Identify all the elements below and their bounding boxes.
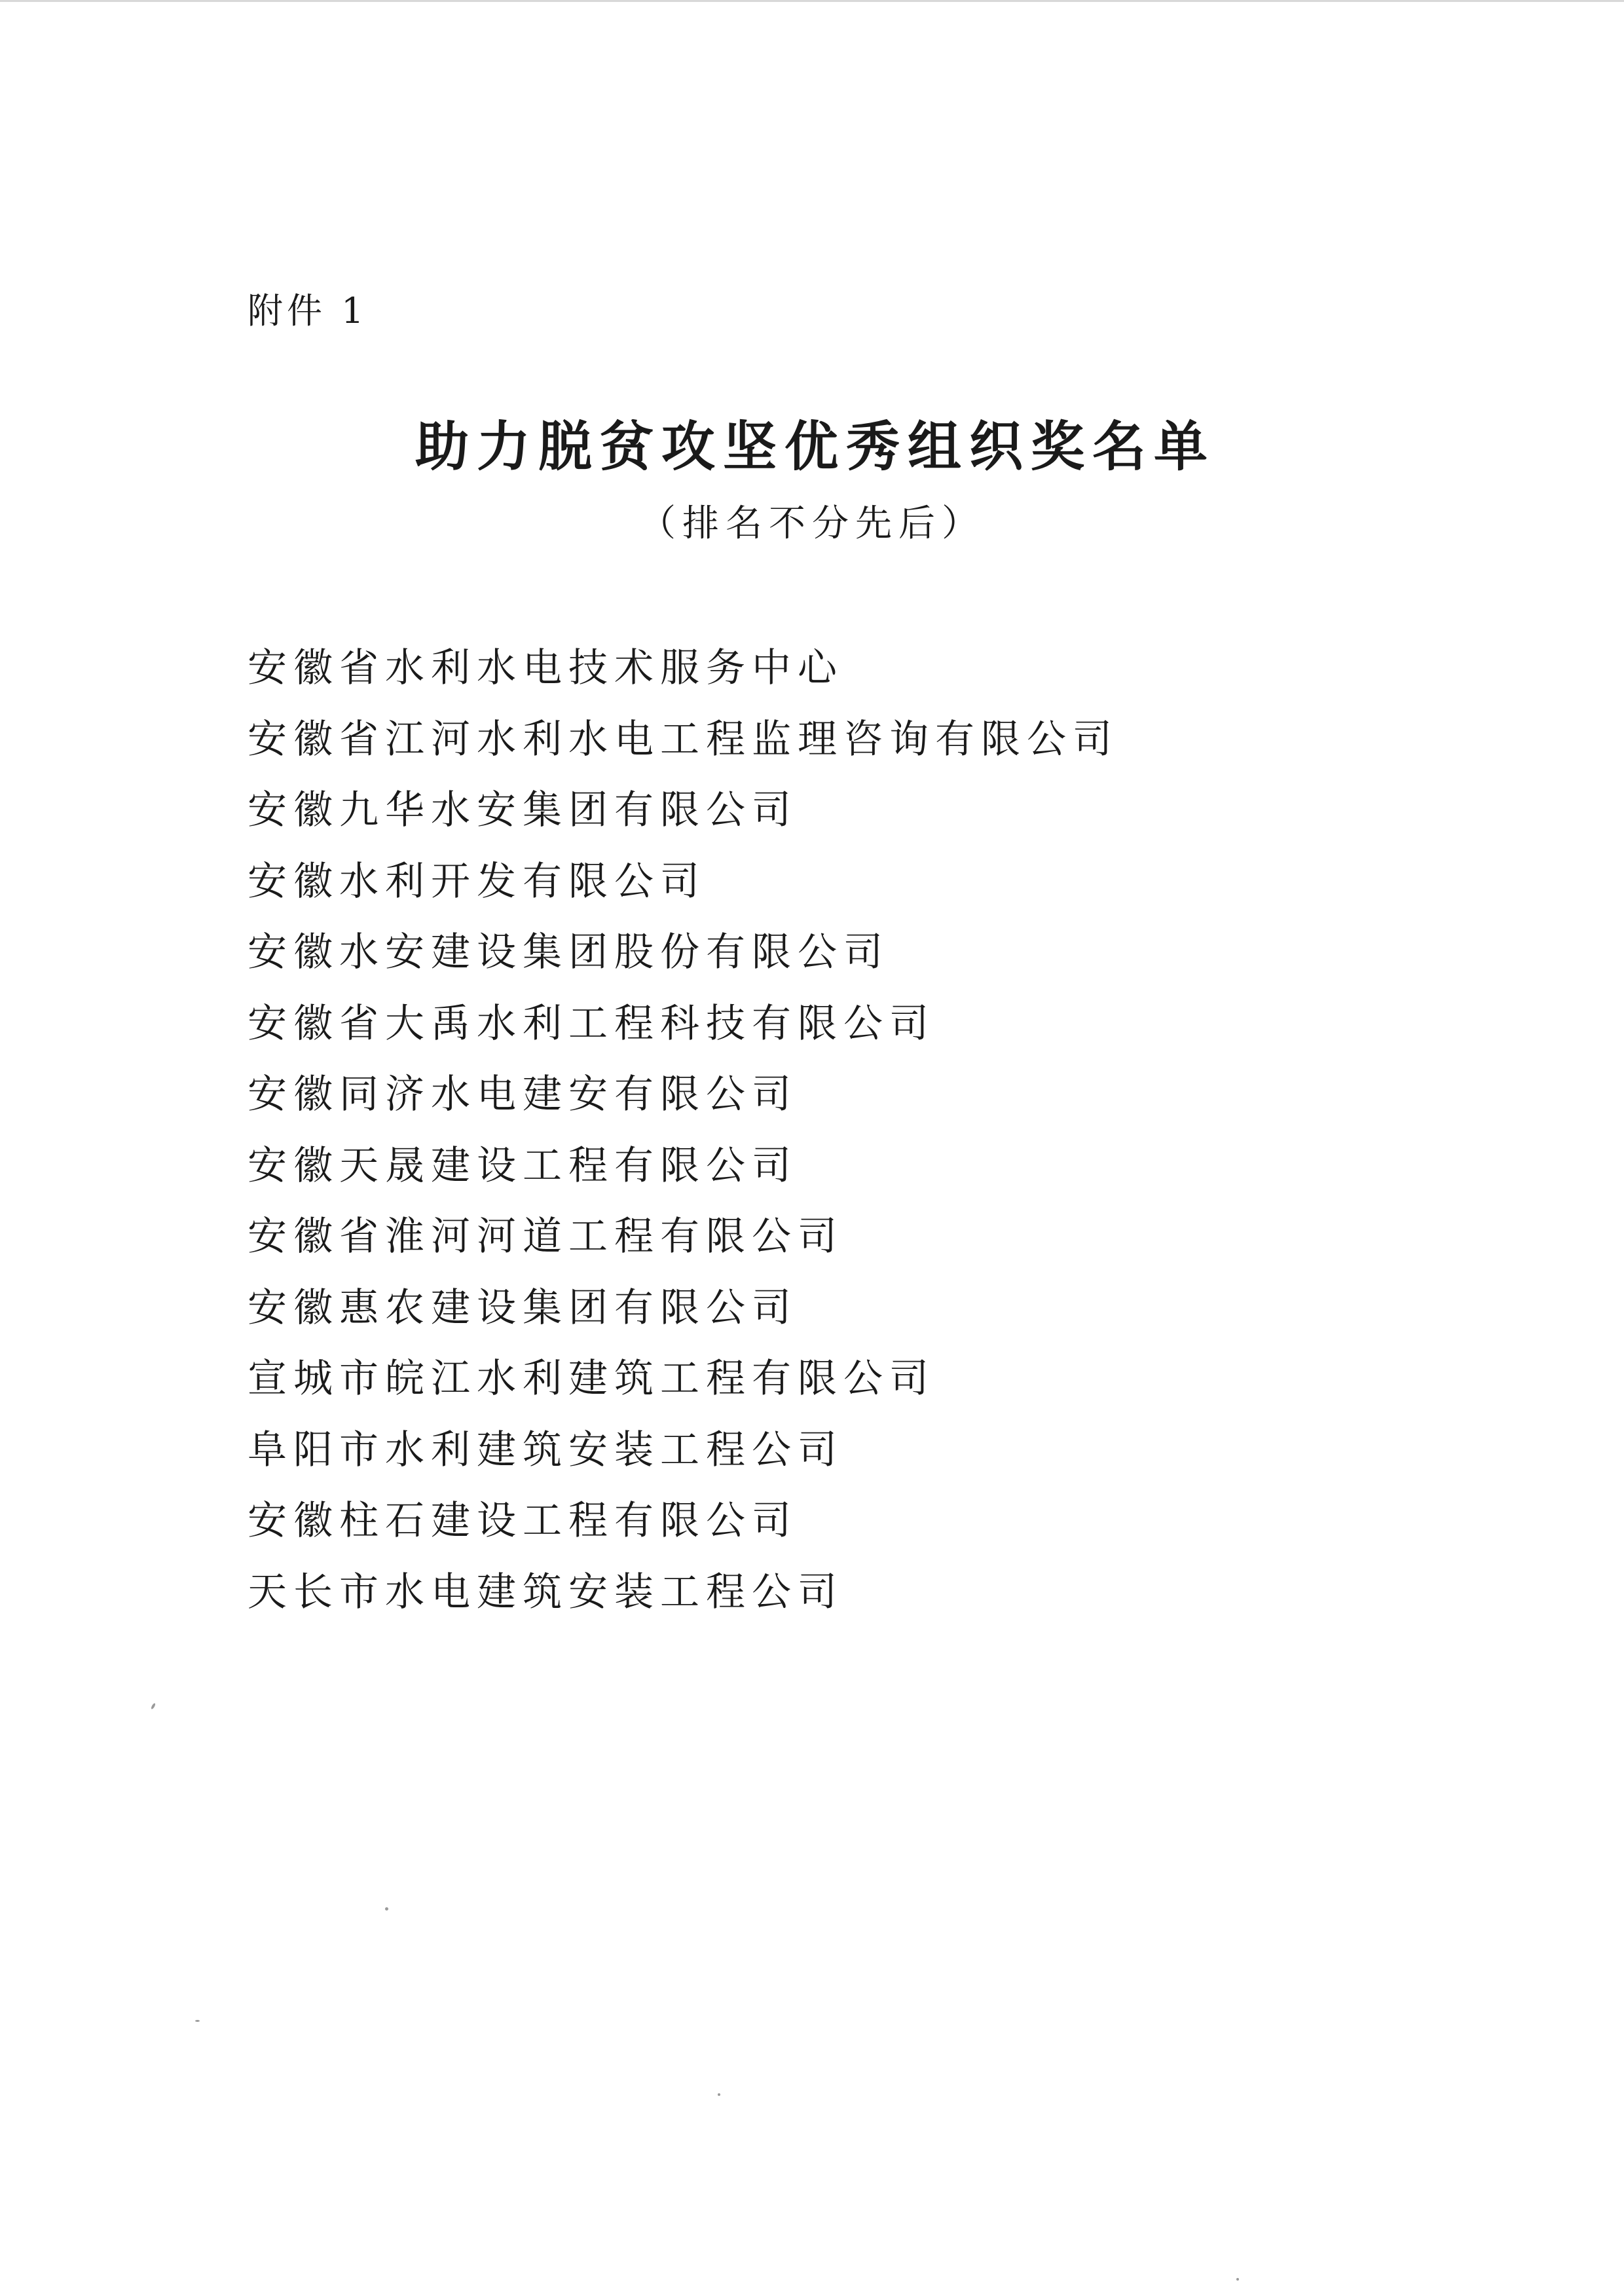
scan-speck	[195, 2020, 200, 2022]
list-item: 安徽水利开发有限公司	[248, 858, 706, 905]
scan-speck	[718, 2093, 720, 2096]
scan-edge-line	[0, 0, 1624, 2]
list-item: 安徽柱石建设工程有限公司	[248, 1498, 798, 1544]
scan-speck	[151, 1703, 156, 1710]
list-item: 安徽天晟建设工程有限公司	[248, 1142, 798, 1189]
list-item: 安徽省淮河河道工程有限公司	[248, 1214, 843, 1259]
list-item: 宣城市皖江水利建筑工程有限公司	[248, 1356, 935, 1402]
list-item: 安徽惠农建设集团有限公司	[248, 1284, 798, 1331]
list-item: 安徽水安建设集团股份有限公司	[248, 929, 889, 975]
scan-speck	[385, 1907, 388, 1911]
scan-speck	[1236, 2278, 1239, 2281]
attachment-label: 附件 1	[248, 290, 368, 331]
list-item: 安徽省大禹水利工程科技有限公司	[248, 1000, 935, 1047]
list-item: 天长市水电建筑安装工程公司	[248, 1569, 843, 1615]
list-item: 安徽九华水安集团有限公司	[248, 787, 798, 833]
list-item: 阜阳市水利建筑安装工程公司	[248, 1427, 843, 1473]
page-title: 助力脱贫攻坚优秀组织奖名单	[415, 416, 1215, 478]
page-subtitle: （排名不分先后）	[639, 502, 985, 545]
list-item: 安徽省江河水利水电工程监理咨询有限公司	[248, 716, 1118, 762]
organization-list	[248, 633, 1118, 1628]
list-item: 安徽同济水电建安有限公司	[248, 1072, 798, 1117]
list-item: 安徽省水利水电技术服务中心	[248, 645, 843, 691]
